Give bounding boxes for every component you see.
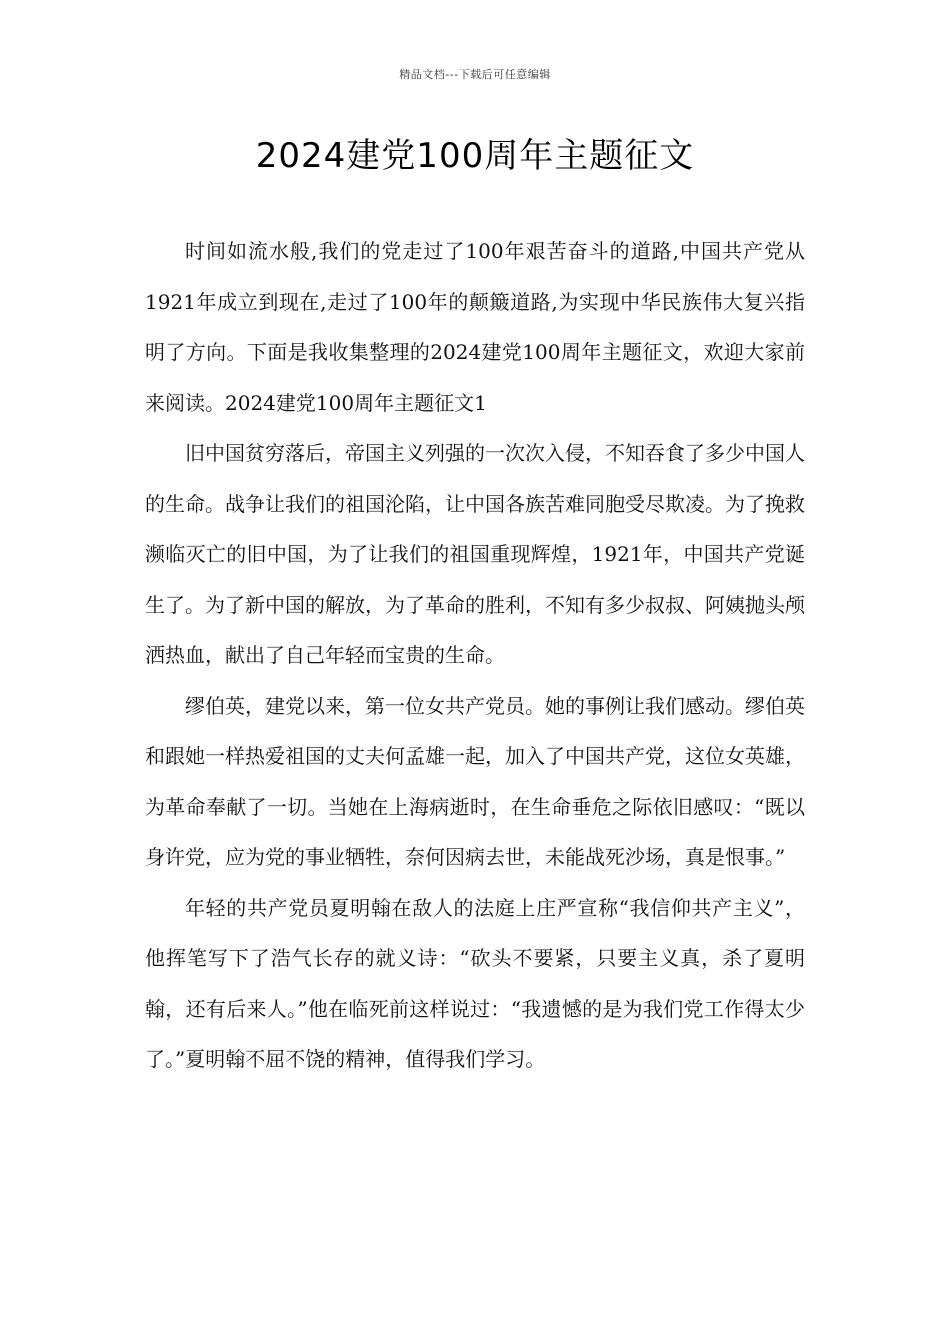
paragraph: 旧中国贫穷落后，帝国主义列强的一次次入侵，不知吞食了多少中国人的生命。战争让我们的祖国沦陷，让中国各族苦难同胞受尽欺凌。为了挽救濒临灭亡的旧中国，为了让我们的祖国重现辉煌，1921年，中国共产党诞生了。为了新中国的解放，为了革命的胜利，不知有多少叔叔、阿姨抛头颅洒热血，献出了自己年轻而宝贵的生命。 xyxy=(145,441,805,667)
document-body xyxy=(145,226,805,1085)
paragraph: 时间如流水般,我们的党走过了100年艰苦奋斗的道路,中国共产党从1921年成立到现在,走过了100年的颠簸道路,为实现中华民族伟大复兴指明了方向。下面是我收集整理的2024建党100周年主题征文，欢迎大家前来阅读。2024建党100周年主题征文1 xyxy=(145,239,805,415)
paragraph: 缪伯英，建党以来，第一位女共产党员。她的事例让我们感动。缪伯英和跟她一样热爱祖国的丈夫何孟雄一起，加入了中国共产党，这位女英雄，为革命奉献了一切。当她在上海病逝时，在生命垂危之际依旧感叹：“既以身许党，应为党的事业牺牲，奈何因病去世，未能战死沙场，真是恨事。” xyxy=(145,693,805,869)
paragraph: 年轻的共产党员夏明翰在敌人的法庭上庄严宣称“我信仰共产主义”，他挥笔写下了浩气长存的就义诗：“砍头不要紧，只要主义真，杀了夏明翰，还有后来人。”他在临死前这样说过：“我遗憾的是为我们党工作得太少了。”夏明翰不屈不饶的精神，值得我们学习。 xyxy=(145,895,805,1071)
header-note: 精品文档---下载后可任意编辑 xyxy=(399,68,551,81)
document-title: 2024建党100周年主题征文 xyxy=(255,136,695,176)
